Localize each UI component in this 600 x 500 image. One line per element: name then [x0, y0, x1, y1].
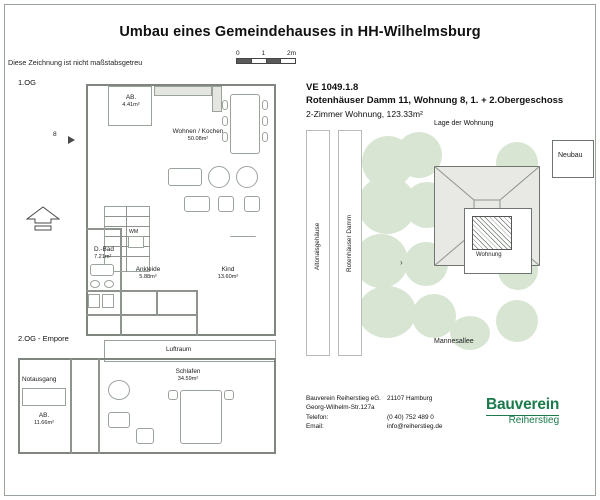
- armchair: [236, 166, 258, 188]
- nightstand: [168, 390, 178, 400]
- emergency-stair: [22, 388, 66, 406]
- building-neubau: [552, 140, 594, 178]
- desk: [108, 412, 130, 428]
- company-zip-city: 21107 Hamburg: [386, 395, 433, 402]
- wall-segment: [86, 314, 122, 316]
- chair: [262, 132, 268, 142]
- room-label-kind: Kind 13.60m²: [217, 266, 239, 280]
- chair: [262, 100, 268, 110]
- company-name: Bauverein Reiherstieg eG.: [306, 395, 381, 402]
- highlighted-unit: [472, 216, 512, 250]
- chevron-right-icon: ›: [400, 258, 403, 267]
- email-value[interactable]: info@reiherstieg.de: [386, 422, 443, 430]
- apartment-number-tag: 8: [53, 131, 57, 138]
- phone-label: Telefon:: [306, 413, 329, 421]
- stair-step: [104, 226, 150, 227]
- side-table: [218, 196, 234, 212]
- bed: [180, 390, 222, 444]
- sink: [104, 280, 114, 288]
- room-label-schlafen: Schlafen 34.59m²: [175, 368, 201, 382]
- kitchen-counter: [154, 86, 212, 96]
- unit-address: Rotenhäuser Damm 11, Wohnung 8, 1. + 2.Obergeschoss: [306, 95, 564, 106]
- company-contact: [306, 394, 448, 431]
- site-map: [300, 130, 596, 370]
- armchair: [208, 166, 230, 188]
- kitchen-counter-side: [212, 86, 222, 112]
- stair-rail: [126, 206, 127, 272]
- toilet: [90, 280, 100, 288]
- notausgang-label: Notausgang: [22, 376, 57, 383]
- phone-value: (0 40) 752 489 0: [386, 413, 434, 421]
- floor-plan: [8, 68, 292, 468]
- floor-label-upper: 1.OG: [18, 78, 36, 87]
- sofa: [168, 168, 202, 186]
- wall-segment: [196, 290, 198, 336]
- entrance-arrow-icon: [68, 136, 75, 144]
- unit-info: [306, 82, 594, 119]
- utility-shaft: [88, 294, 100, 308]
- site-map-caption: Lage der Wohnung: [434, 120, 494, 127]
- street-label-rotenhaeuser-damm: Rotenhäuser Damm: [346, 214, 353, 272]
- unit-code: VE 1049.1.8: [306, 82, 359, 93]
- utility-shaft: [102, 294, 114, 308]
- page-title: Umbau eines Gemeindehauses in HH-Wilhelmsburg: [119, 24, 481, 40]
- company-street: Georg-Wilhelm-Str.127a: [306, 404, 375, 412]
- direction-arrow-icon: [26, 206, 60, 232]
- chair: [222, 100, 228, 110]
- email-label: Email:: [306, 422, 324, 430]
- place-label-mannesallee: Mannesallee: [434, 338, 474, 345]
- room-label-d-bad: D.-Bad 7.21m²: [94, 246, 114, 260]
- tree-blob: [496, 300, 538, 342]
- logo-line-2: Reiherstieg: [508, 415, 560, 426]
- wall-segment: [98, 358, 100, 454]
- washing-machine: [128, 236, 144, 248]
- luftraum-label: Luftraum: [166, 346, 192, 353]
- wall-segment: [86, 290, 198, 292]
- shelf: [244, 196, 260, 212]
- stair-step: [104, 216, 150, 217]
- room-label-ab-gallery: AB. 11.66m²: [33, 412, 55, 426]
- logo-line-1: Bauverein: [486, 396, 560, 413]
- scale-tick-2: 2m: [286, 50, 296, 57]
- washing-machine-label: WM: [129, 229, 139, 235]
- unit-label: Wohnung: [476, 252, 502, 258]
- place-label-neubau: Neubau: [558, 152, 583, 159]
- dining-table: [230, 94, 260, 154]
- scale-bar: [236, 50, 296, 64]
- scale-bar-graphic: [236, 58, 296, 64]
- scale-note: Diese Zeichnung ist nicht maßstabsgetreu: [8, 58, 143, 67]
- tree-blob: [358, 286, 416, 338]
- bathtub: [90, 264, 114, 276]
- wall-segment: [70, 358, 72, 454]
- wall-segment: [120, 314, 198, 316]
- chair: [222, 116, 228, 126]
- door-swing: [230, 236, 256, 238]
- coffee-table: [184, 196, 210, 212]
- room-label-ab-upper: AB. 4.41m²: [122, 94, 140, 108]
- chair: [262, 116, 268, 126]
- room-label-ankleide: Ankleide 5.88m²: [135, 266, 161, 280]
- room-label-wohnen-kochen: Wohnen / Kochen 50.08m²: [172, 128, 224, 142]
- wall-segment: [156, 290, 158, 316]
- armchair: [108, 380, 130, 400]
- nightstand: [224, 390, 234, 400]
- company-logo: [486, 396, 559, 426]
- floor-label-gallery: 2.OG - Empore: [18, 334, 69, 343]
- street-label-altonaisgehaeuse: Altonaisgehäuse: [314, 222, 321, 270]
- scale-tick-0: 0: [236, 50, 240, 57]
- unit-summary: 2-Zimmer Wohnung, 123.33m²: [306, 109, 423, 119]
- wardrobe: [136, 428, 154, 444]
- scale-tick-1: 1: [261, 50, 266, 57]
